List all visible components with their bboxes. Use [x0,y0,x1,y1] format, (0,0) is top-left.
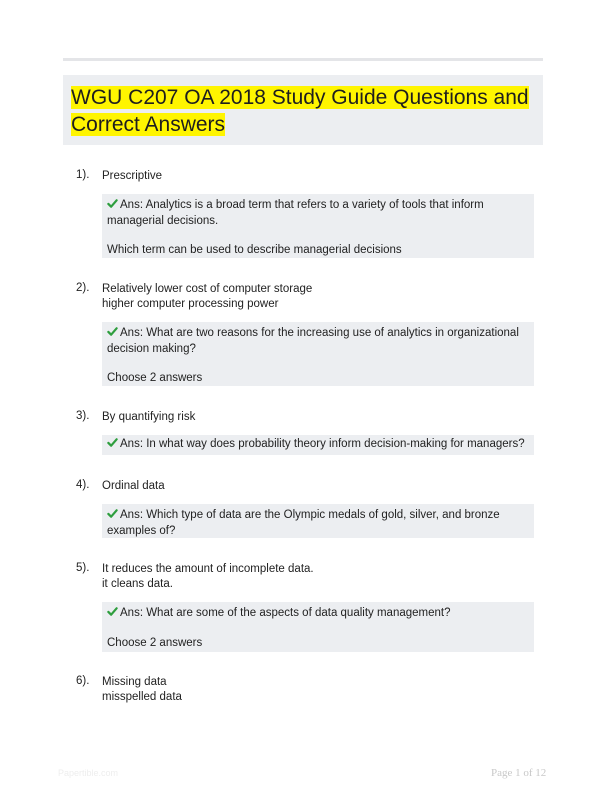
answer-line: By quantifying risk [102,411,196,423]
answer-extra: Which term can be used to describe managerial decisions [107,244,402,256]
question-number: 2). [76,282,90,294]
answer-line: Prescriptive [102,170,163,182]
answer-line: misspelled data [102,691,182,703]
question-number: 1). [76,169,90,181]
document-title: WGU C207 OA 2018 Study Guide Questions and Correct Answers [71,86,529,136]
answer-line: Missing data [102,676,167,688]
page-number: Page 1 of 12 [491,767,547,779]
answer-line: It reduces the amount of incomplete data. [102,563,314,575]
answer-line: Ordinal data [102,480,165,492]
answer-extra: Choose 2 answers [107,372,203,384]
answer-text: Ans: Which type of data are the Olympic medals of gold, silver, and bronze examples of? [107,509,500,537]
answer-box [102,194,534,258]
question-number: 3). [76,410,90,422]
answer-box [102,322,534,386]
answer-text: Ans: What are two reasons for the increasing use of analytics in organizational decision making? [107,327,519,355]
answer-box [102,602,534,652]
answer-text: Ans: Analytics is a broad term that refers to a variety of tools that inform managerial decisions. [107,199,484,227]
checkmark-icon [107,326,118,337]
answer-line: higher computer processing power [102,298,279,310]
answer-box [102,435,534,455]
checkmark-icon [107,437,118,448]
question-number: 6). [76,675,90,687]
checkmark-icon [107,606,118,617]
answer-box [102,504,534,538]
checkmark-icon [107,508,118,519]
question-number: 5). [76,562,90,574]
answer-text: Ans: In what way does probability theory inform decision-making for managers? [120,438,525,450]
answer-text: Ans: What are some of the aspects of data quality management? [120,607,451,619]
question-number: 4). [76,479,90,491]
answer-line: it cleans data. [102,578,173,590]
top-divider [63,58,543,61]
checkmark-icon [107,198,118,209]
answer-line: Relatively lower cost of computer storage [102,283,313,295]
footer-watermark: Papertible.com [58,768,119,778]
title-box [63,75,543,145]
answer-extra: Choose 2 answers [107,636,203,649]
